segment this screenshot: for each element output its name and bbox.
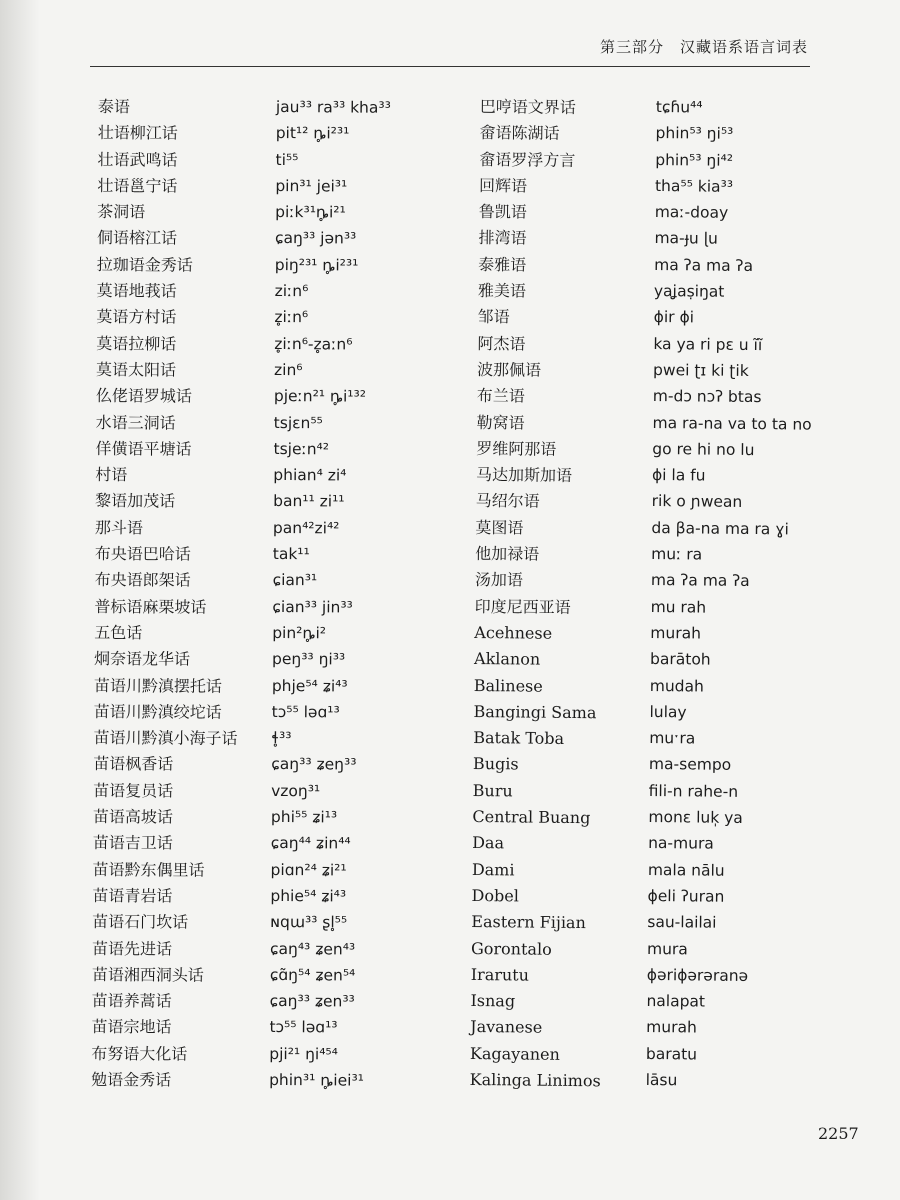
left-language-column	[91, 94, 242, 1094]
language-name: Kagayanen	[469, 1043, 560, 1064]
language-name: 布央语郎架话	[94, 570, 191, 591]
word-form: nalapat	[646, 992, 706, 1011]
language-name: 回辉语	[478, 175, 528, 196]
word-form: go re hi no lu	[652, 439, 755, 459]
language-name: 畲语陈湖话	[479, 123, 560, 144]
language-name: 苗语川黔滇小海子话	[93, 728, 238, 749]
word-form: ɕaŋ³³ ʑen³³	[269, 992, 355, 1011]
language-name: 茶洞语	[97, 202, 146, 222]
word-form: peŋ³³ ŋi³³	[271, 650, 346, 669]
word-form: baratu	[645, 1044, 698, 1064]
word-form: mu rah	[650, 597, 707, 617]
language-name: 苗语青岩话	[92, 885, 173, 906]
language-name: 汤加语	[474, 570, 524, 590]
word-form: ɕaŋ³³ ʑeŋ³³	[271, 755, 357, 774]
word-form: ɸir ɸi	[653, 308, 695, 327]
word-form: tɔ⁵⁵ ləɑ¹³	[269, 1018, 338, 1037]
language-name: 仫佬语罗城话	[95, 386, 192, 406]
header-rule	[90, 66, 810, 67]
language-name: 泰语	[97, 96, 130, 117]
word-form: pin³¹ jei³¹	[275, 176, 348, 196]
language-name: 苗语枫香话	[93, 754, 174, 774]
language-name: 布努语大化话	[91, 1043, 188, 1064]
word-form: ban¹¹ zi¹¹	[273, 492, 345, 511]
language-name: 勒窝语	[476, 412, 525, 433]
language-name: 马达加斯加语	[475, 465, 573, 486]
language-name: Bangingi Sama	[473, 701, 597, 723]
word-form: z̥iːn⁶	[274, 308, 309, 327]
word-form: piŋ²³¹ ȵ̥i²³¹	[274, 255, 359, 275]
word-form: ma-sempo	[648, 755, 732, 775]
word-form: ɬ̥³³	[271, 729, 292, 748]
word-form: ɕaŋ⁴⁴ ʑin⁴⁴	[270, 834, 351, 853]
language-name: 布兰语	[476, 386, 525, 406]
language-name: Eastern Fijian	[471, 912, 586, 933]
word-form: tsjɛn⁵⁵	[273, 413, 323, 432]
language-name: 苗语吉卫话	[92, 833, 173, 853]
word-form: pjeːn²¹ ȵ̥i¹³²	[273, 387, 367, 406]
word-form: ka ya ri pɛ u ĩĩ	[653, 334, 763, 354]
word-form: tak¹¹	[272, 545, 310, 564]
word-form: yaʝaṣiŋat	[653, 282, 725, 301]
language-name: Acehnese	[474, 622, 553, 643]
language-name: 勉语金秀话	[91, 1069, 172, 1090]
language-name: 莫语太阳话	[96, 359, 177, 380]
word-form: mala nālu	[647, 860, 725, 880]
word-form: zin⁶	[274, 360, 303, 380]
word-form: ɕɑ̃ŋ⁵⁴ ʑen⁵⁴	[269, 965, 356, 985]
language-name: Dami	[471, 859, 515, 880]
language-name: Irarutu	[470, 964, 530, 985]
word-form: phie⁵⁴ ʑi⁴³	[270, 886, 347, 906]
word-form: ɕian³¹	[272, 571, 318, 590]
word-form: tɕɦu⁴⁴	[655, 97, 703, 117]
right-form-column	[646, 94, 816, 1095]
language-name: 苗语复员话	[93, 780, 174, 801]
language-name: 印度尼西亚语	[474, 596, 571, 617]
language-name: Isnag	[470, 991, 516, 1011]
language-name: 雅美语	[477, 281, 527, 301]
language-name: 莫图语	[475, 517, 524, 538]
language-name: Gorontalo	[470, 938, 552, 959]
word-form: murah	[646, 1018, 697, 1037]
word-form: vzoŋ³¹	[271, 781, 321, 801]
language-name: Dobel	[471, 885, 520, 906]
language-name: 排湾语	[478, 228, 527, 248]
word-form: ɴqɯ³³ ʂl̥⁵⁵	[270, 913, 348, 932]
language-name: 拉珈语金秀话	[96, 254, 193, 275]
word-form: piːk³¹ȵ̥i²¹	[275, 203, 346, 222]
word-form: na-mura	[648, 834, 714, 853]
word-form: tsjeːn⁴²	[273, 439, 330, 459]
word-form: pit¹² ȵ̥i²³¹	[275, 124, 350, 143]
language-name: 苗语川黔滇摆托话	[93, 675, 222, 696]
language-name: 鲁凯语	[478, 202, 527, 222]
language-name: 苗语黔东偶里话	[92, 859, 205, 880]
language-name: 苗语石门坎话	[92, 912, 189, 932]
language-name: Aklanon	[473, 649, 541, 669]
language-name: Kalinga Linimos	[469, 1069, 601, 1091]
language-name: 苗语宗地话	[91, 1017, 172, 1037]
word-form: muː ra	[651, 545, 703, 564]
page-gutter-shadow	[0, 0, 40, 1200]
language-name: 那斗语	[94, 517, 144, 538]
word-form: ɕian³³ jin³³	[272, 597, 353, 617]
language-name: 黎语加茂话	[95, 491, 176, 512]
language-name: 五色话	[94, 622, 143, 643]
language-name: 苗语湘西洞头话	[91, 964, 204, 985]
language-name: 水语三洞话	[95, 412, 176, 433]
language-name: 炯奈语龙华话	[93, 649, 191, 669]
word-form: rik o ɲwean	[651, 492, 743, 512]
word-form: m-dɔ nɔʔ btas	[652, 387, 762, 407]
language-name: 壮语柳江话	[97, 123, 178, 143]
word-form: ɕaŋ⁴³ ʑen⁴³	[269, 939, 356, 959]
language-name: 巴哼语文界话	[479, 96, 576, 118]
word-form: ti⁵⁵	[275, 150, 299, 169]
word-form: ma ʔa ma ʔa	[650, 571, 750, 591]
word-form: tha⁵⁵ kia³³	[654, 176, 734, 196]
language-name: Central Buang	[472, 806, 591, 828]
language-name: Balinese	[473, 675, 543, 696]
word-form: da βa-na ma ra ɣi	[651, 518, 789, 539]
page-number: 2257	[818, 1124, 859, 1143]
language-name: Buru	[472, 780, 513, 801]
word-form: ma ʔa ma ʔa	[654, 255, 754, 275]
word-form: pwei ʈɪ ki ʈik	[653, 360, 749, 380]
language-name: 莫语地莪话	[96, 281, 177, 301]
language-name: 他加禄语	[475, 544, 540, 564]
language-name: 侗语榕江话	[96, 228, 178, 249]
word-form: ɕaŋ³³ jən³³	[274, 229, 357, 249]
word-form: phi⁵⁵ ʑi¹³	[270, 807, 338, 827]
word-form: ziːn⁶	[274, 282, 309, 301]
word-form: ma ra-na va to ta no	[652, 413, 812, 434]
language-name: 苗语先进话	[91, 938, 173, 959]
right-language-column	[470, 94, 612, 1095]
word-form: mudah	[649, 676, 704, 696]
language-name: 马绍尔语	[475, 491, 540, 512]
word-form: mura	[646, 939, 688, 958]
word-form: pan⁴²zi⁴²	[272, 518, 340, 538]
word-form: phin⁵³ ŋi⁵³	[655, 124, 734, 144]
word-form: barātoh	[649, 650, 711, 669]
language-name: 苗语高坡话	[92, 806, 174, 827]
language-name: Bugis	[472, 754, 519, 774]
word-form: lulay	[649, 702, 687, 722]
word-form: muˑra	[649, 729, 696, 748]
language-name: 阿杰语	[477, 333, 526, 354]
word-form: ma-ɟu ɭu	[654, 229, 718, 249]
word-form: ɸeli ʔuran	[647, 886, 725, 906]
word-form: fili-n rahe-n	[648, 781, 739, 801]
language-name: 壮语邕宁话	[97, 175, 178, 196]
word-form: phje⁵⁴ ʑi⁴³	[271, 676, 348, 696]
language-name: 莫语拉柳话	[96, 333, 177, 354]
language-name: 村语	[95, 465, 128, 485]
language-name: 壮语武鸣话	[97, 149, 178, 170]
word-form: ɸəriɸərəranə	[646, 965, 749, 985]
word-form: jau³³ ra³³ kha³³	[275, 97, 391, 117]
language-name: Batak Toba	[473, 728, 565, 749]
language-name: Daa	[472, 833, 505, 853]
word-form: lāsu	[645, 1070, 678, 1090]
word-form: z̥iːn⁶-z̥aːn⁶	[274, 334, 353, 354]
language-name: 邹语	[477, 307, 510, 327]
word-form: phin³¹ ȵ̥iei³¹	[269, 1070, 364, 1090]
word-form: pin²ȵ̥i²	[272, 623, 327, 643]
language-name: 苗语川黔滇绞坨话	[93, 701, 222, 722]
running-header: 第三部分 汉藏语系语言词表	[599, 38, 808, 56]
word-form: sau-lailai	[647, 913, 717, 932]
language-name: 泰雅语	[478, 254, 527, 275]
left-form-column	[269, 94, 391, 1094]
word-form: monɛ luk̩ ya	[648, 807, 743, 827]
language-name: 布央语巴哈话	[94, 544, 191, 564]
word-form: tɔ⁵⁵ ləɑ¹³	[271, 702, 340, 722]
word-form: maː-doay	[654, 203, 729, 222]
word-form: phin⁵³ ŋi⁴²	[655, 150, 734, 170]
language-name: 佯僙语平塘话	[95, 438, 192, 459]
language-name: 波那佩语	[477, 359, 542, 380]
word-form: phian⁴ zi⁴	[273, 466, 347, 485]
word-form: murah	[650, 623, 702, 643]
language-name: 莫语方村话	[96, 307, 177, 327]
word-form: ɸi la fu	[651, 466, 706, 485]
language-name: 苗语养蒿话	[91, 991, 172, 1011]
language-name: Javanese	[470, 1017, 543, 1038]
word-form: pji²¹ ŋi⁴⁵⁴	[269, 1044, 338, 1064]
language-name: 畲语罗浮方言	[479, 149, 576, 170]
language-name: 罗维阿那语	[476, 438, 557, 459]
word-form: piɑn²⁴ ʑi²¹	[270, 860, 347, 880]
language-name: 普标语麻栗坡话	[94, 596, 207, 617]
